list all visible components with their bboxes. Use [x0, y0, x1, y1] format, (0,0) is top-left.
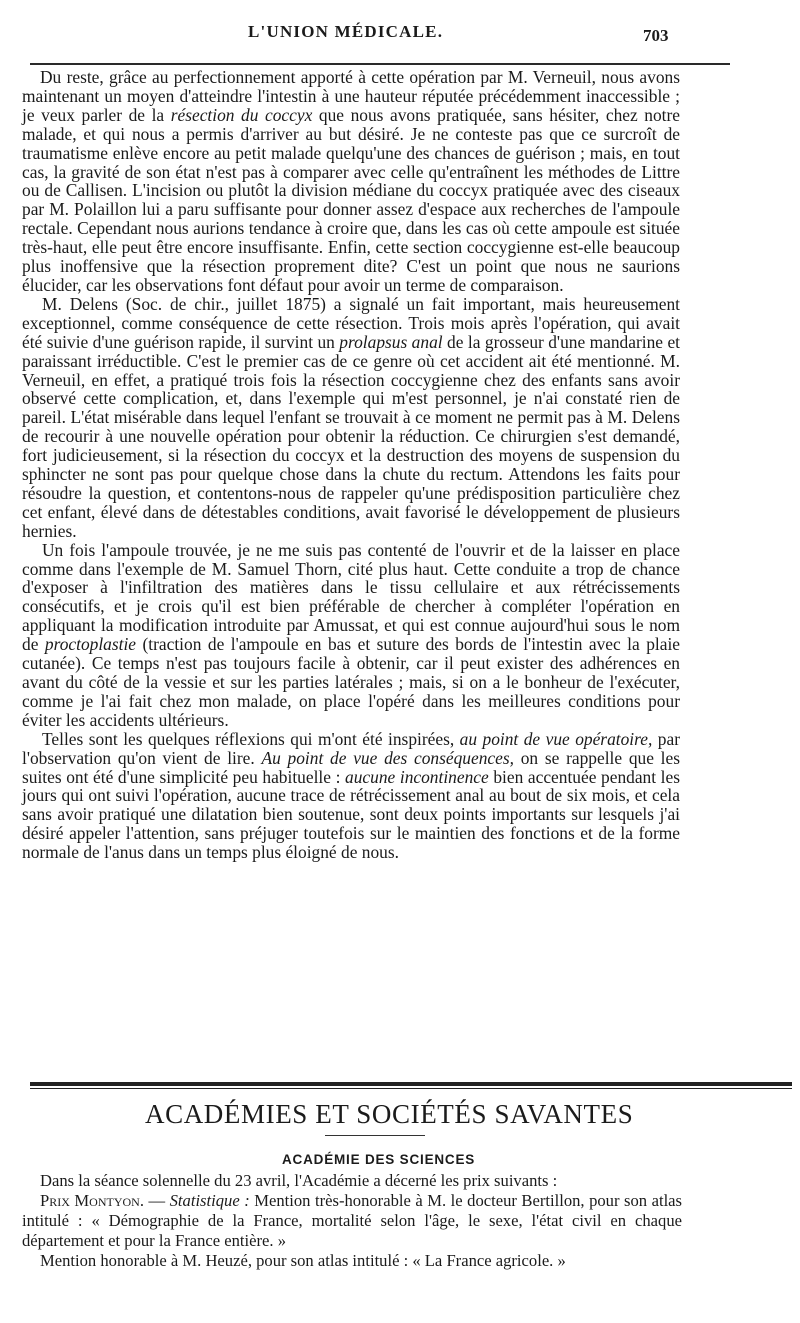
report-paragraph-2 [22, 1191, 682, 1251]
report-paragraph-1: Dans la séance solennelle du 23 avril, l'Académie a décerné les prix suivants : [40, 1171, 558, 1190]
report-paragraph-3: Mention honorable à M. Heuzé, pour son atlas intitulé : « La France agricole. » [40, 1251, 566, 1270]
section-short-rule [325, 1135, 425, 1136]
italic-phrase: aucune incontinence [345, 766, 489, 787]
prize-name: Prix Montyon. [40, 1191, 144, 1210]
prize-category: Statistique : [169, 1191, 250, 1210]
paragraph-text: (traction de l'ampoule en bas et suture des bords de l'intestin avec la plaie cutanée). Ce temps n'est pas toujours facile à obtenir, car il peut exister des adhérences en avant du côté de la vessie et sur les parties latérales ; mais, si on a le bonheur de l'exécuter, comme je l'ai fait chez mon malade, on place l'opéré dans les meilleures conditions pour éviter les accidents ultérieurs. [22, 634, 680, 730]
paragraph-text: on se rappelle que les suites ont été d'une simplicité peu habituelle : [22, 747, 680, 787]
article-paragraph-4 [22, 730, 680, 862]
academy-report [22, 1171, 682, 1271]
prize-dash: — [143, 1191, 170, 1210]
section-divider [30, 1082, 792, 1089]
italic-phrase: résection du coccyx [170, 104, 313, 125]
paragraph-text: bien accentuée pendant les jours qui ont suivi l'opération, aucune trace de rétrécissement anal au bout de six mois, et cela sans avoir pratiqué une dilatation bien soutenue, sont deux points importants sur lesquels j'ai désiré appeler l'attention, sans préjuger toutefois sur le maintien des fonctions et de la forme normale de l'anus dans un temps plus éloigné de nous. [22, 766, 681, 863]
article-body [22, 68, 680, 862]
subsection-title: ACADÉMIE DES SCIENCES [282, 1152, 476, 1167]
paragraph-text: par l'observation qu'on vient de lire. [22, 728, 680, 768]
article-paragraph-2 [22, 295, 680, 541]
article-paragraph-1 [22, 68, 680, 295]
prize-text: Mention très-honorable à M. le docteur Bertillon, pour son atlas intitulé : « Démographie de la France, mortalité selon l'âge, le sexe, l'état civil en chaque département et pour la France entière. » [22, 1191, 682, 1250]
section-title: ACADÉMIES ET SOCIÉTÉS SAVANTES [145, 1099, 634, 1129]
italic-phrase: Au point de vue des conséquences, [261, 747, 514, 768]
paragraph-text: Telles sont les quelques réflexions qui m'ont été inspirées, [42, 728, 460, 749]
paragraph-text: Du reste, grâce au perfectionnement apporté à cette opération par M. Verneuil, nous avons maintenant un moyen d'atteindre l'intestin à une hauteur réputée précédemment inaccessible ; je veux parler de la [22, 67, 680, 125]
paragraph-text: que nous avons pratiquée, sans hésiter, chez notre malade, et qui nous a permis d'arriver au but désiré. Je ne conteste pas que ce surcroît de traumatisme enlève encore au petit malade quelqu'une des chances de guérison ; mais, en tout cas, la gravité de son état n'est pas à comparer avec celle qu'entraînent les méthodes de Littre ou de Callisen. L'incision ou plutôt la division médiane du coccyx pratiquée avec des ciseaux par M. Polaillon lui a paru suffisante pour donner assez d'espace aux recherches de l'ampoule rectale. Cependant nous aurions tendance à croire que, dans les cas où cette ampoule est située très-haut, elle peut être encore insuffisante. Enfin, cette section coccygienne est-elle beaucoup plus inoffensive que la résection proprement dite? C'est un point que nous ne saurions élucider, car les observations font défaut pour avoir un terme de comparaison. [22, 104, 681, 295]
italic-phrase: prolapsus anal [339, 331, 443, 352]
italic-phrase: proctoplastie [44, 634, 137, 655]
page-number: 703 [643, 26, 669, 45]
running-head [0, 22, 800, 52]
paragraph-text: Un fois l'ampoule trouvée, je ne me suis pas contenté de l'ouvrir et de la laisser en place comme dans l'exemple de M. Samuel Thorn, cité plus haut. Cette conduite a trop de chance d'exposer à l'infiltration des matières dans le tissu cellulaire et aux rétrécissements consécutifs, et je crois qu'il est bien préférable de chercher à compléter l'opération en appliquant la modification introduite par Amussat, et qui est connue aujourd'hui sous le nom de [22, 539, 680, 655]
divider-thin-rule [30, 1088, 792, 1089]
divider-thick-rule [30, 1082, 792, 1086]
paragraph-text: de la grosseur d'une mandarine et paraissant irréductible. C'est le premier cas de ce genre où cet accident ait été mentionné. M. Verneuil, en effet, a pratiqué trois fois la résection coccygienne chez des enfants sans avoir observé cette complication, et, dans l'exemple qui m'est personnel, je n'ai constaté rien de pareil. L'état misérable dans lequel l'enfant se trouvait à ce moment ne permit pas à M. Delens de recourir à une nouvelle opération pour obtenir la réduction. Ce chirurgien s'est demandé, fort judicieusement, si la résection du coccyx et la destruction des moyens de suspension du sphincter ne sont pas pour quelque chose dans la chute du rectum. Attendons les faits pour résoudre la question, et contentons-nous de rappeler qu'une prédisposition particulière chez cet enfant, élevé dans de détestables conditions, avait favorisé le développement de plusieurs hernies. [22, 331, 680, 541]
journal-title: L'UNION MÉDICALE. [248, 22, 444, 41]
paragraph-text: M. Delens (Soc. de chir., juillet 1875) a signalé un fait important, mais heureusement exceptionnel, comme conséquence de cette résection. Trois mois après l'opération, qui avait été suivie d'une guérison rapide, il survint un [22, 293, 680, 352]
article-paragraph-3 [22, 541, 680, 730]
italic-phrase: au point de vue opératoire, [459, 728, 653, 749]
header-rule [30, 63, 730, 65]
